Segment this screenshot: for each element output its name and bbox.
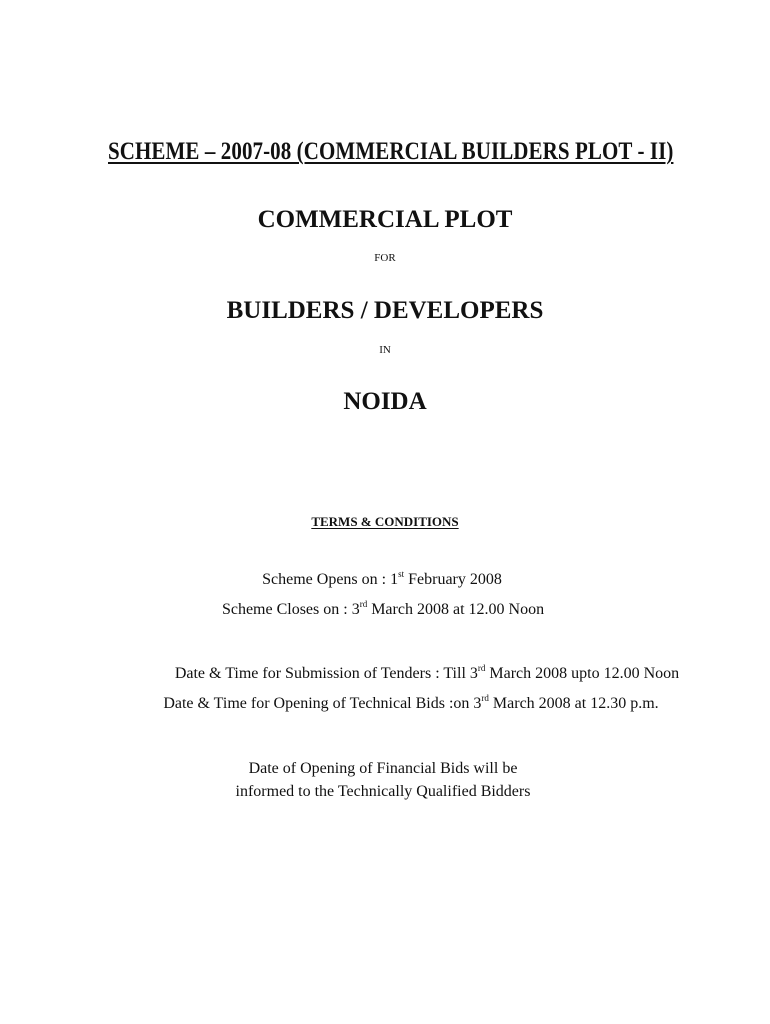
- scheme-opens-prefix: Scheme Opens on : 1: [262, 571, 399, 588]
- technical-prefix: Date & Time for Opening of Technical Bids :on 3: [163, 695, 482, 712]
- scheme-closes-sup: rd: [359, 598, 368, 609]
- title-builders-developers: BUILDERS / DEVELOPERS: [226, 297, 544, 324]
- terms-heading: TERMS & CONDITIONS: [311, 514, 459, 529]
- submission-sup: rd: [477, 662, 486, 673]
- submission-deadline: [42, 662, 770, 683]
- technical-suffix: March 2008 at 12.30 p.m.: [488, 695, 659, 712]
- scheme-heading: SCHEME – 2007-08 (COMMERCIAL BUILDERS PLOT - II): [108, 138, 674, 165]
- title-for: FOR: [374, 252, 396, 264]
- title-noida: NOIDA: [343, 388, 427, 415]
- technical-bids-opening: [26, 692, 770, 713]
- title-commercial-plot: COMMERCIAL PLOT: [257, 206, 513, 233]
- scheme-opens-sup: st: [398, 568, 405, 579]
- scheme-opens-suffix: February 2008: [404, 571, 502, 588]
- scheme-opens: [0, 568, 767, 589]
- submission-suffix: March 2008 upto 12.00 Noon: [485, 665, 680, 682]
- scheme-closes-prefix: Scheme Closes on : 3: [221, 601, 360, 618]
- title-in: IN: [379, 344, 391, 356]
- financial-bids-line-1: Date of Opening of Financial Bids will be: [248, 760, 518, 777]
- financial-bids-line-2: informed to the Technically Qualified Bidders: [235, 783, 531, 800]
- scheme-closes-suffix: March 2008 at 12.00 Noon: [367, 601, 545, 618]
- technical-sup: rd: [481, 692, 489, 703]
- scheme-closes: [0, 598, 768, 619]
- submission-prefix: Date & Time for Submission of Tenders : Till 3: [174, 665, 478, 682]
